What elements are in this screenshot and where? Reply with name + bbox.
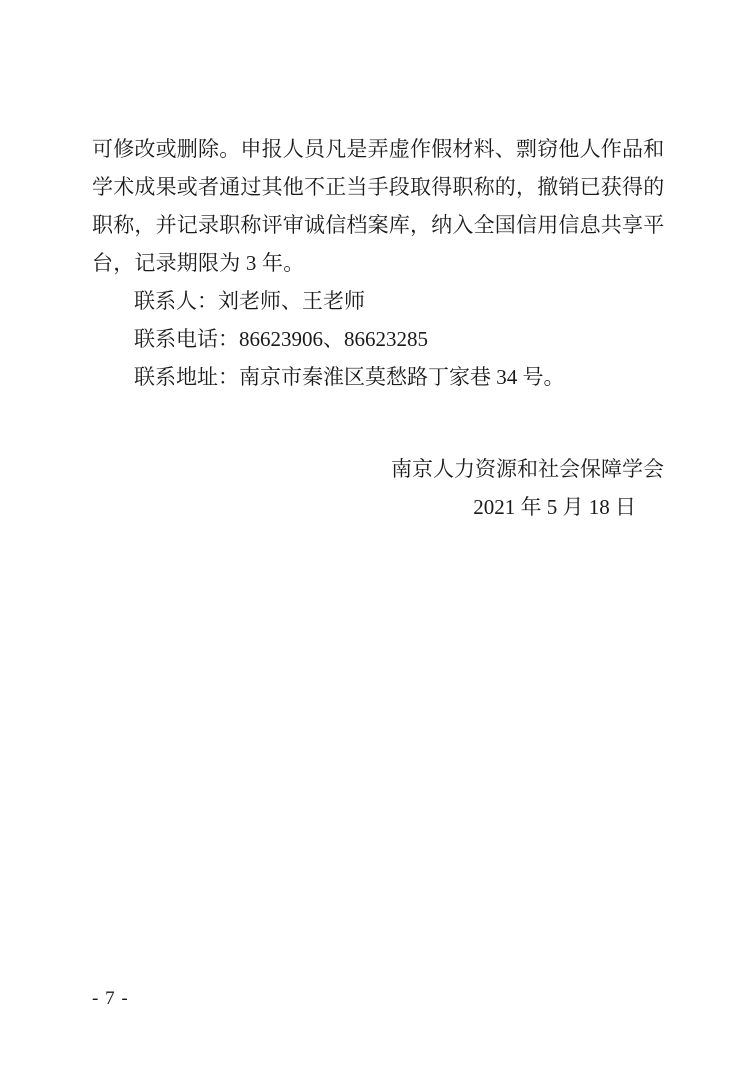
page-number: - 7 -	[92, 988, 129, 1009]
contact-person: 联系人：刘老师、王老师	[134, 289, 365, 313]
main-paragraph	[92, 130, 664, 282]
paragraph-line-4: 台，记录期限为 3 年。	[92, 251, 305, 275]
paragraph-line-1: 可修改或删除。申报人员凡是弄虚作假材料、剽窃他人作品和	[92, 137, 665, 161]
signature-block	[92, 450, 706, 526]
signature-date: 2021 年 5 月 18 日	[473, 495, 636, 519]
paragraph-line-3: 职称，并记录职称评审诚信档案库，纳入全国信用信息共享平	[92, 213, 665, 237]
signature-organization: 南京人力资源和社会保障学会	[391, 457, 664, 481]
paragraph-line-2: 学术成果或者通过其他不正当手段取得职称的，撤销已获得的	[92, 175, 665, 199]
contact-list	[92, 282, 664, 396]
contact-address: 联系地址：南京市秦淮区莫愁路丁家巷 34 号。	[134, 365, 565, 389]
document-body	[92, 130, 664, 396]
contact-phone: 联系电话：86623906、86623285	[134, 327, 428, 351]
